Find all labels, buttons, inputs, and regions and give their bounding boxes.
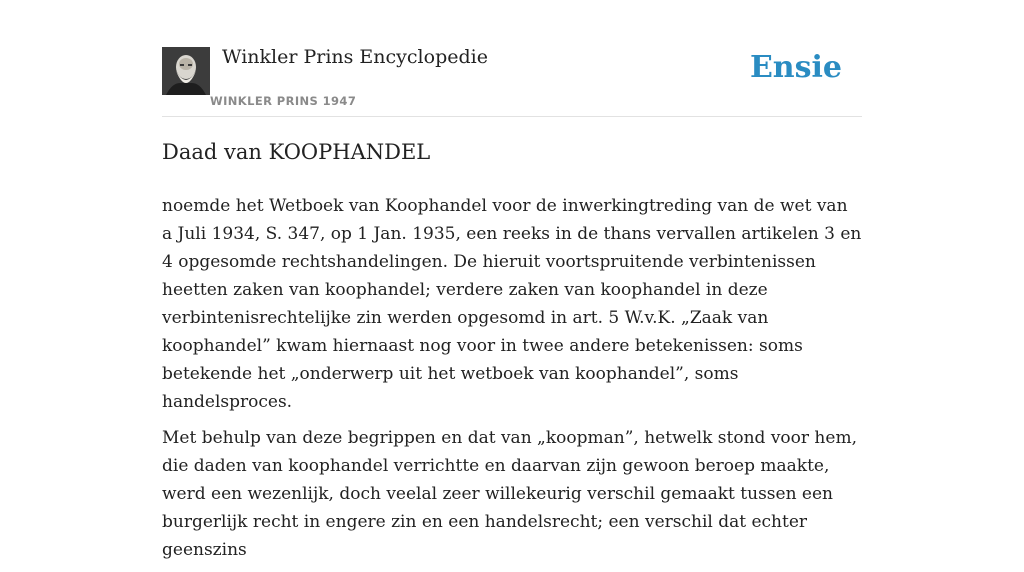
- author-portrait-icon: [162, 47, 210, 95]
- article-body: [162, 192, 862, 572]
- paragraph: noemde het Wetboek van Koophandel voor de inwerkingtreding van de wet van a Juli 1934, S. 347, op 1 Jan. 1935, een reeks in de thans vervallen artikelen 3 en 4 opgesomde rechtshandelingen. De hieruit voortspruitende verbintenissen heetten zaken van koophandel; verdere zaken van koophandel in deze verbintenisrechtelijke zin werden opgesomd in art. 5 W.v.K. „Zaak van koophandel” kwam hiernaast nog voor in twee andere betekenissen: soms betekende het „onderwerp uit het wetboek van koophandel”, soms handelsproces.: [162, 196, 862, 412]
- avatar[interactable]: [162, 47, 210, 95]
- edition-label[interactable]: WINKLER PRINS 1947: [210, 94, 357, 108]
- source-header: [162, 46, 862, 117]
- article-title: Daad van KOOPHANDEL: [162, 140, 431, 164]
- source-title[interactable]: Winkler Prins Encyclopedie: [222, 46, 488, 68]
- ensie-logo[interactable]: Ensie: [749, 50, 842, 85]
- paragraph: Met behulp van deze begrippen en dat van „koopman”, hetwelk stond voor hem, die daden van koophandel verrichtte en daarvan zijn gewoon beroep maakte, werd een wezenlijk, doch veelal zeer willekeurig verschil gemaakt tussen een burgerlijk recht in engere zin en een handelsrecht; een verschil dat echter geenszins: [162, 428, 857, 560]
